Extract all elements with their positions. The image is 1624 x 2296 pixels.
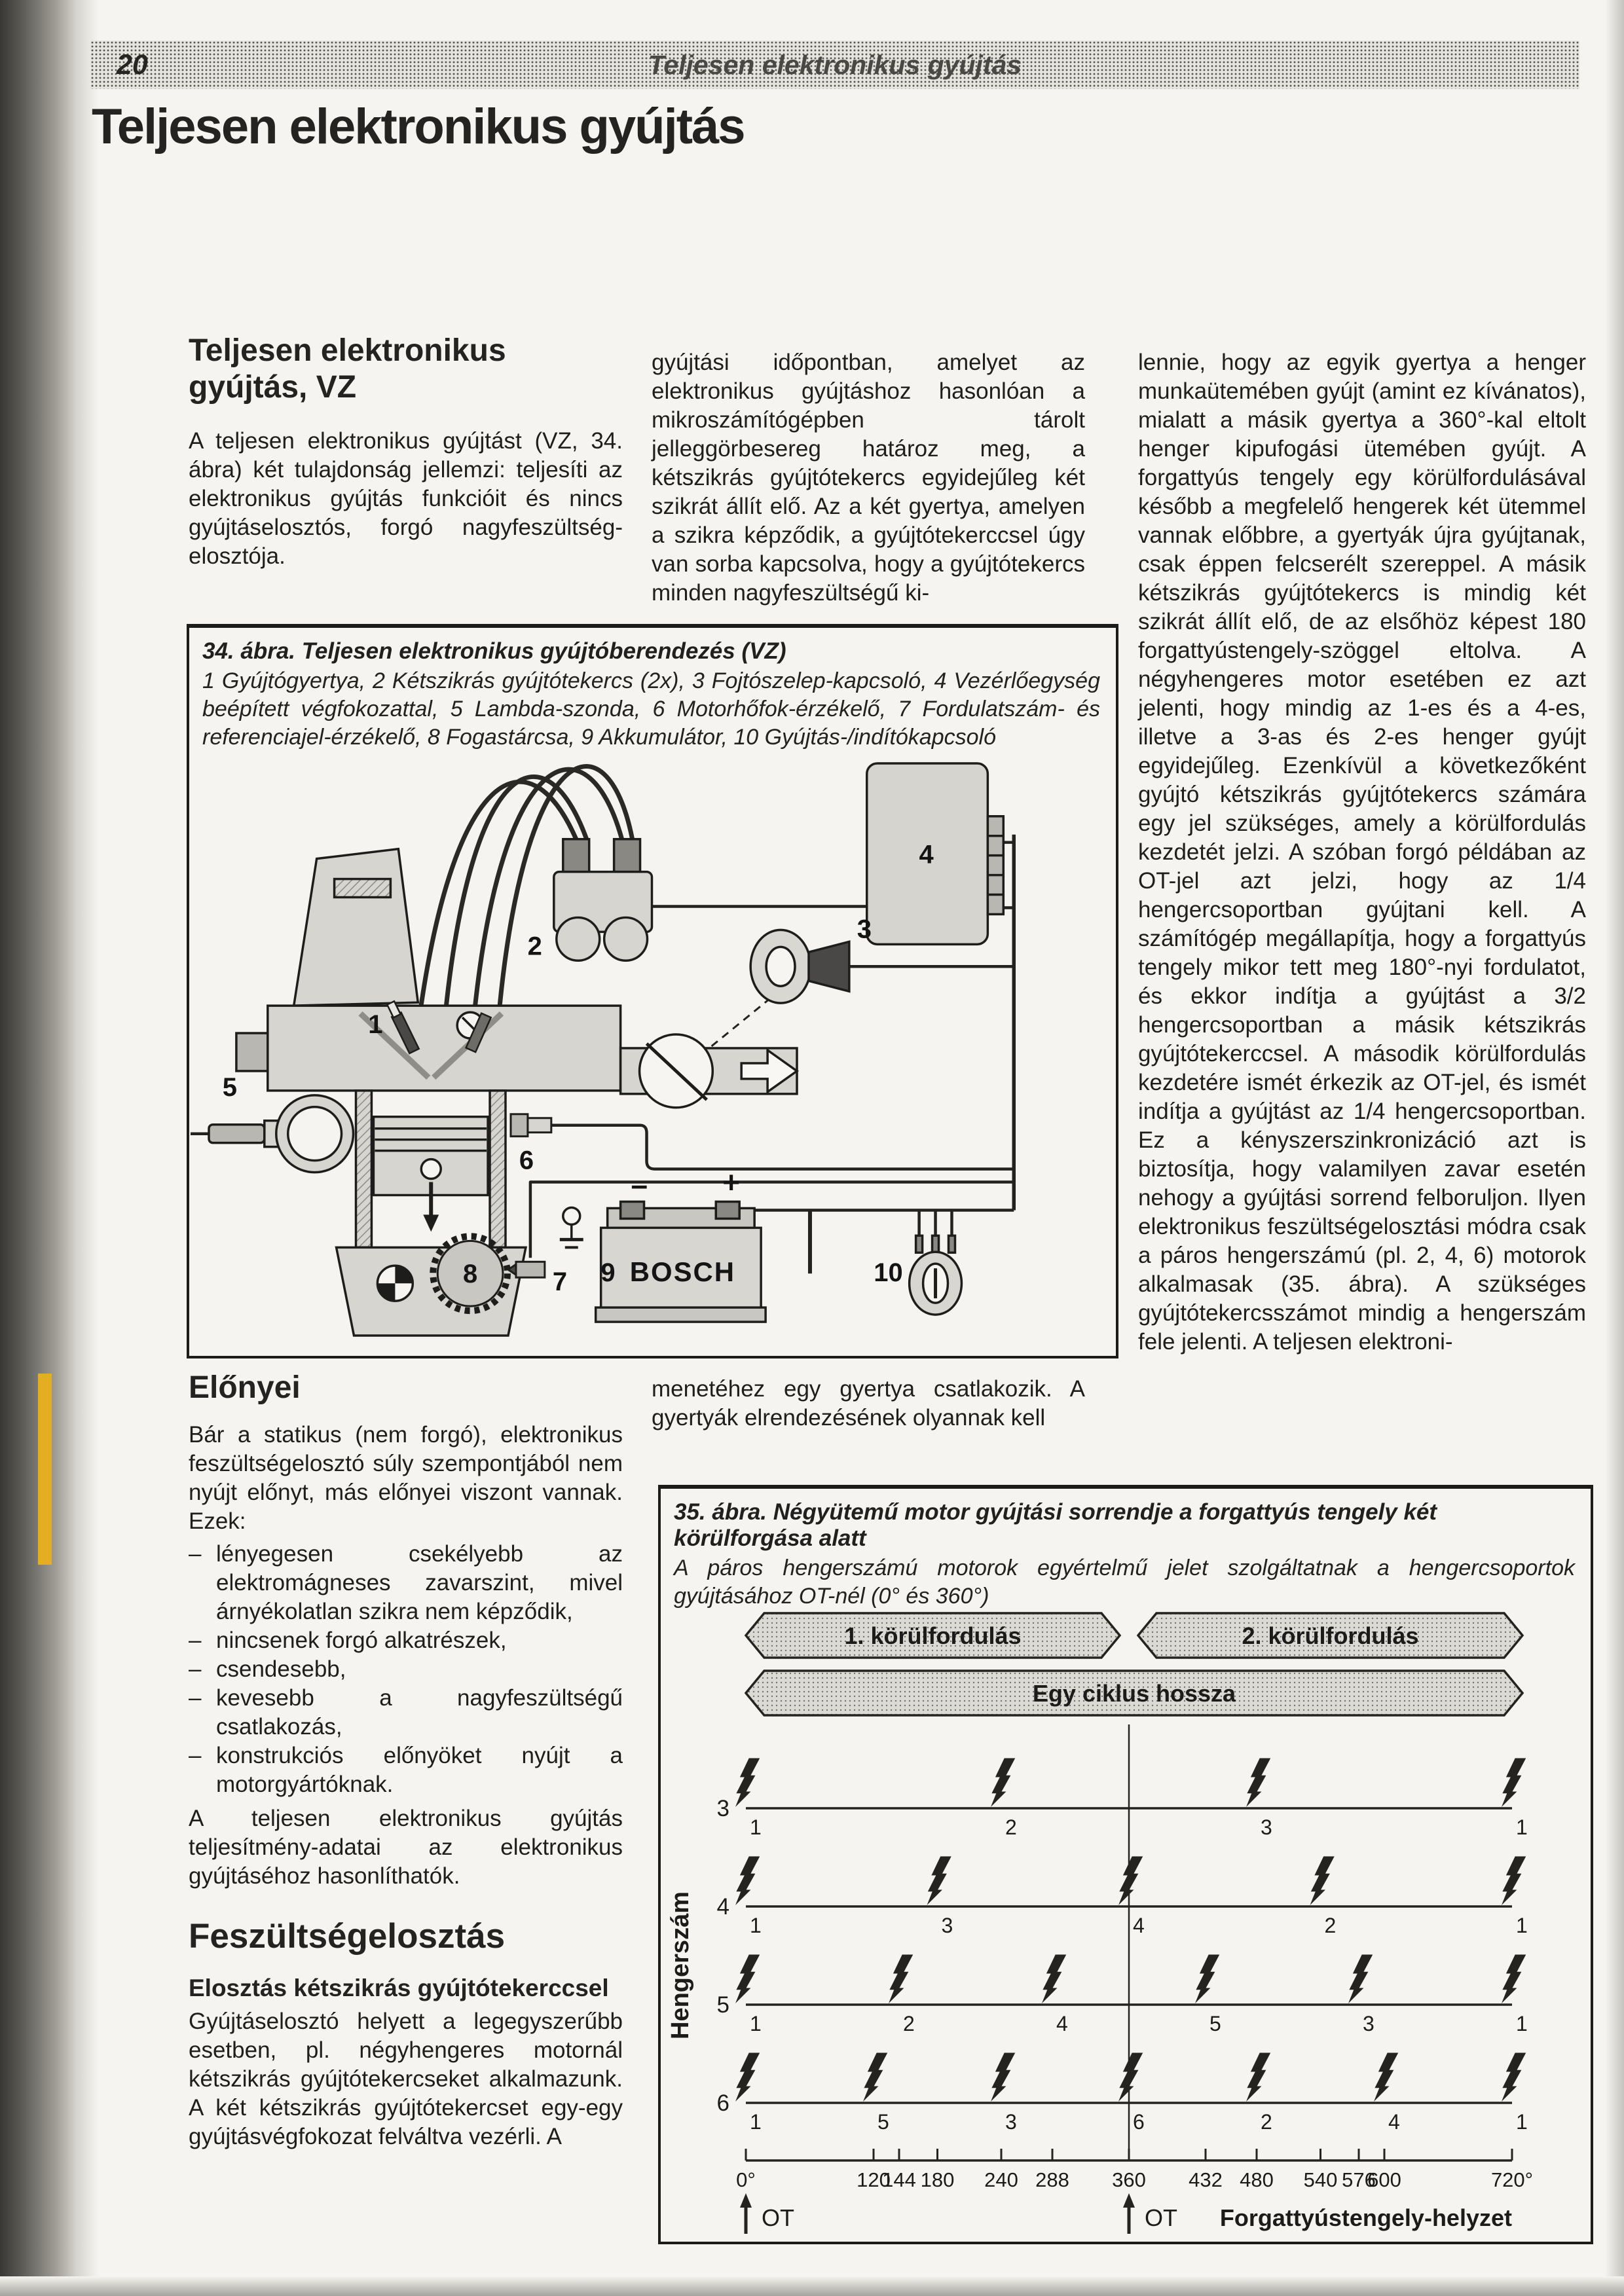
ot-label: OT xyxy=(1145,2204,1177,2231)
banner-cycle-length xyxy=(746,1671,1522,1715)
figure34-caption xyxy=(189,628,1116,754)
bullet-dash: – xyxy=(189,1743,202,1768)
ignition-timing-diagram xyxy=(661,1599,1585,2237)
spark-bolt-icon xyxy=(889,1954,913,2003)
fig34-label-1: 1 xyxy=(368,1010,383,1040)
ignition-switch xyxy=(910,1235,962,1315)
bullet-dash: – xyxy=(189,1685,202,1711)
spark-bolt-icon xyxy=(1246,2052,1270,2102)
spark-bolt-icon xyxy=(735,1758,760,1807)
bullet-text: nincsenek forgó alkatrészek, xyxy=(216,1628,507,1653)
fig34-label-6: 6 xyxy=(519,1146,534,1175)
svg-text:Egy ciklus hossza: Egy ciklus hossza xyxy=(1032,1680,1236,1707)
page-right-edge xyxy=(1602,0,1624,2296)
spark-cylinder-number: 1 xyxy=(750,1914,762,1937)
spark-cylinder-number: 1 xyxy=(750,1815,762,1839)
figure35-chart xyxy=(661,1599,1585,2237)
figure34-legend: 1 Gyújtógyertya, 2 Kétszikrás gyújtótekercs (2x), 3 Fojtószelep-kapcsoló, 4 Vezérlőegység beépített végfokozattal, 5 Lambda-szonda, 6 Motorhőfok-érzékelő, 7 Fordulatszám- és referenciajel-érzékelő, 8 Fogastárcsa, 9 Akkumulátor, 10 Gyújtás-/indítókapcsoló xyxy=(202,668,1100,750)
vz-paragraph-col2-continued: menetéhez egy gyertya csatlakozik. A gyertyák elrendezésének olyannak kell xyxy=(652,1376,1085,1430)
x-axis-tick-label: 720° xyxy=(1490,2168,1534,2191)
row-cylinder-count: 5 xyxy=(716,1992,729,2018)
spark-bolt-icon xyxy=(1118,1856,1143,1905)
ot-marker xyxy=(1123,2193,1177,2234)
row-cylinder-count: 4 xyxy=(716,1894,729,1920)
battery-minus-sign: – xyxy=(631,1167,648,1202)
spark-cylinder-number: 5 xyxy=(1209,2012,1221,2035)
cylinder-row-3 xyxy=(717,1758,1528,1839)
figure35-subtitle: A páros hengerszámú motorok egyértelmű jelet szolgáltatnak a hengercsoportok gyújtásához OT-nél (0° és 360°) xyxy=(674,1556,1575,1609)
ignition-coil xyxy=(554,839,652,961)
running-header-title: Teljesen elektronikus gyújtás xyxy=(648,49,1022,80)
x-axis-tick-label: 120 xyxy=(857,2168,891,2191)
fig34-label-5: 5 xyxy=(222,1072,238,1102)
ot-label: OT xyxy=(762,2204,794,2231)
spark-bolt-icon xyxy=(991,1758,1015,1807)
spark-cylinder-number: 6 xyxy=(1133,2110,1145,2134)
figure34-title: 34. ábra. Teljesen elektronikus gyújtóberendezés (VZ) xyxy=(202,638,786,664)
fig34-label-10: 10 xyxy=(874,1258,903,1288)
advantages-intro: Bár a statikus (nem forgó), elektronikus feszültségelosztó súly szempontjából nem nyújt előnyt, más előnyei viszont vannak. Ezek: xyxy=(189,1422,623,1534)
banner-revolution-2 xyxy=(1138,1613,1522,1658)
spark-cylinder-number: 1 xyxy=(750,2110,762,2134)
spark-bolt-icon xyxy=(1118,2052,1143,2102)
page-title: Teljesen elektronikus gyújtás xyxy=(92,99,745,155)
spark-bolt-icon xyxy=(1502,1954,1526,2003)
voltage-distribution-paragraph: Gyújtáselosztó helyett a legegyszerűbb esetben, pl. négyhengeres motornál kétszikrás gyújtótekercseket alkalmazunk. A két kétszikrás gyújtótekercset egy-egy gyújtásvégfokozat felváltva vezérli. A xyxy=(189,2009,623,2149)
x-axis-tick-label: 144 xyxy=(882,2168,916,2191)
spark-cylinder-number: 2 xyxy=(1324,1914,1337,1937)
spark-bolt-icon xyxy=(1042,1954,1066,2003)
bullet-dash: – xyxy=(189,1628,202,1653)
bullet-dash: – xyxy=(189,1656,202,1682)
spark-bolt-icon xyxy=(1502,1758,1526,1807)
yellow-page-marker xyxy=(38,1374,52,1565)
spark-bolt-icon xyxy=(1310,1856,1335,1905)
figure34-box xyxy=(187,624,1118,1358)
spark-cylinder-number: 2 xyxy=(903,2012,915,2035)
spark-cylinder-number: 1 xyxy=(1516,1914,1528,1937)
section-heading-vz: Teljesen elektronikus gyújtás, VZ xyxy=(189,333,506,405)
running-header-bar xyxy=(90,41,1579,89)
x-axis-tick-label: 288 xyxy=(1035,2168,1069,2191)
temperature-sensor xyxy=(511,1114,551,1137)
spark-cylinder-number: 5 xyxy=(877,2110,889,2134)
banner-revolution-1 xyxy=(746,1613,1120,1658)
spark-bolt-icon xyxy=(1502,1856,1526,1905)
page-number: 20 xyxy=(117,48,148,81)
spark-cylinder-number: 4 xyxy=(1388,2110,1400,2134)
figure34-diagram xyxy=(189,751,1111,1342)
advantage-item xyxy=(189,1655,623,1684)
spark-bolt-icon xyxy=(735,1954,760,2003)
advantage-item xyxy=(189,1741,623,1799)
spark-bolt-icon xyxy=(1348,1954,1373,2003)
intake-throttle xyxy=(621,1034,797,1108)
fig34-label-7: 7 xyxy=(552,1267,568,1297)
bullet-text: kevesebb a nagyfeszültségű csatlakozás, xyxy=(216,1685,623,1740)
advantage-item xyxy=(189,1540,623,1626)
advantage-item xyxy=(189,1626,623,1655)
spark-cylinder-number: 4 xyxy=(1133,1914,1145,1937)
battery-plus-sign: + xyxy=(722,1165,741,1199)
fig34-label-8: 8 xyxy=(463,1260,478,1289)
spark-bolt-icon xyxy=(735,1856,760,1905)
spark-bolt-icon xyxy=(991,2052,1015,2102)
spark-cylinder-number: 3 xyxy=(1261,1815,1272,1839)
vz-paragraph-col3: lennie, hogy az egyik gyertya a henger munkaütemében gyújt (amint ez kívánatos), mialatt a másik gyertya a 360°-kal eltolt henger kipufogási ütemében gyújt. A forgattyús tengely egy körülfordulásával később a megfelelő hengerek két ütemmel vannak előbbre, a gyertyák újra gyújtanak, csak éppen felcserélt szereppel. A másik kétszikrás gyújtótekercs is mindig két szikrát állít elő, de az elsőhöz képest 180 forgattyústengely-szöggel eltolva. A négyhengeres motor esetében ez azt jelenti, hogy mindig az 1-es és a 4-es, illetve a 3-as és 2-es henger gyújt egyidejűleg. Ezenkívül a következőként gyújtó kétszikrás gyújtótekercs számára egy jel szükséges, amely a körülfordulás kezdetét jelzi. A szóban forgó példában az OT-jel azt jelzi, hogy az 1/4 hengercsoportban gyújtani kell. A számítógép megállapítja, hogy a forgattyús tengely mikor tett meg 180°-nyi fordulatot, és ekkor indítja a gyújtást a 3/2 hengercsoportban a másik kétszikrás gyújtótekerccsel. A második körülfordulás kezdetére ismét érkezik az OT-jel, és ismét indítja a gyújtást az 1/4 hengercsoportban. Ez a kényszerszinkronizáció azt is biztosítja, hogy valamilyen zavar esetén nehogy a gyújtási sorrend felboruljon. Ilyen elektronikus feszültségelosztási módra csak a páros hengerszámú (pl. 2, 4, 6) motorok alkalmasak (35. ábra). A szükséges gyújtótekercsszámot mindig a hengerszám fele jelenti. A teljesen elektroni- xyxy=(1138,350,1586,1355)
figure35-title: 35. ábra. Négyütemű motor gyújtási sorrendje a forgattyús tengely két körülforgása alatt xyxy=(674,1499,1437,1551)
spark-cylinder-number: 2 xyxy=(1261,2110,1272,2134)
cylinder-row-4 xyxy=(717,1856,1528,1937)
spark-cylinder-number: 1 xyxy=(1516,1815,1528,1839)
spark-cylinder-number: 3 xyxy=(1005,2110,1017,2134)
fig34-label-9: 9 xyxy=(600,1258,616,1288)
x-axis-tick-label: 240 xyxy=(984,2168,1018,2191)
x-axis-tick-label: 600 xyxy=(1367,2168,1401,2191)
x-axis-tick-label: 0° xyxy=(736,2168,756,2191)
spark-cylinder-number: 1 xyxy=(750,2012,762,2035)
spark-bolt-icon xyxy=(1195,1954,1219,2003)
spark-cylinder-number: 1 xyxy=(1516,2012,1528,2035)
advantages-list xyxy=(189,1540,623,1799)
row-cylinder-count: 3 xyxy=(716,1796,729,1821)
voltage-distribution-heading: Feszültségelosztás xyxy=(189,1917,506,1956)
spark-cylinder-number: 4 xyxy=(1056,2012,1068,2035)
spark-bolt-icon xyxy=(1374,2052,1398,2102)
bullet-text: konstrukciós előnyöket nyújt a motorgyártóknak. xyxy=(216,1743,623,1797)
control-unit xyxy=(867,763,1004,944)
fig34-label-2: 2 xyxy=(527,932,542,961)
figure35-caption xyxy=(661,1489,1591,1613)
svg-text:2. körülfordulás: 2. körülfordulás xyxy=(1242,1622,1419,1649)
ot-marker xyxy=(740,2193,794,2234)
cylinder-row-5 xyxy=(717,1954,1528,2035)
bullet-text: csendesebb, xyxy=(216,1656,346,1682)
spark-cylinder-number: 3 xyxy=(1363,2012,1375,2035)
battery-brand-logo: BOSCH xyxy=(629,1256,736,1288)
lambda-sensor xyxy=(209,1095,354,1173)
x-axis-tick-label: 432 xyxy=(1189,2168,1223,2191)
cylinder-row-6 xyxy=(717,2052,1528,2134)
spark-cylinder-number: 1 xyxy=(1516,2110,1528,2134)
fig34-label-4: 4 xyxy=(919,840,934,869)
fig34-label-3: 3 xyxy=(857,915,872,944)
x-axis-tick-label: 540 xyxy=(1303,2168,1338,2191)
vz-paragraph-col1: A teljesen elektronikus gyújtást (VZ, 34. ábra) két tulajdonság jellemzi: teljesíti az elektronikus gyújtás funkcióit és nincs gyújtáselosztós, forgó nagyfeszültség-elosztója. xyxy=(189,428,623,569)
advantages-heading: Előnyei xyxy=(189,1370,301,1405)
spark-cylinder-number: 3 xyxy=(941,1914,953,1937)
svg-text:1. körülfordulás: 1. körülfordulás xyxy=(844,1622,1022,1649)
page-bottom-edge xyxy=(0,2276,1624,2296)
book-gutter-shadow xyxy=(0,0,98,2296)
vz-paragraph-col2: gyújtási időpontban, amelyet az elektronikus gyújtáshoz hasonlóan a mikroszámítógépben tárolt jelleggörbesereg határoz meg, a kétszikrás gyújtótekercs egyidejűleg két szikrát állít elő. Az a két gyertya, amelyen a szikra képződik, a gyújtótekerccsel úgy van sorba kapcsolva, hogy a gyújtótekercs minden nagyfeszültségű ki- xyxy=(652,350,1085,606)
spark-bolt-icon xyxy=(927,1856,951,1905)
x-axis-label: Forgattyústengely-helyzet xyxy=(1219,2204,1512,2231)
x-axis-tick-label: 576 xyxy=(1342,2168,1376,2191)
spark-bolt-icon xyxy=(1246,1758,1270,1807)
x-axis-tick-label: 180 xyxy=(920,2168,955,2191)
spark-cylinder-number: 2 xyxy=(1005,1815,1017,1839)
advantages-outro: A teljesen elektronikus gyújtás teljesítmény-adatai az elektronikus gyújtáséhoz hasonlíthatók. xyxy=(189,1806,623,1889)
row-cylinder-count: 6 xyxy=(716,2090,729,2116)
bullet-text: lényegesen csekélyebb az elektromágneses zavarszint, mivel árnyékolatlan szikra nem képződik, xyxy=(216,1541,623,1624)
throttle-switch xyxy=(750,930,849,1003)
y-axis-label: Hengerszám xyxy=(667,1891,694,2039)
x-axis-tick-label: 480 xyxy=(1240,2168,1274,2191)
voltage-distribution-subheading: Elosztás kétszikrás gyújtótekerccsel xyxy=(189,1975,609,2001)
figure35-box xyxy=(658,1485,1593,2244)
bullet-dash: – xyxy=(189,1541,202,1567)
advantage-item xyxy=(189,1684,623,1741)
spark-bolt-icon xyxy=(863,2052,887,2102)
spark-bolt-icon xyxy=(1502,2052,1526,2102)
spark-bolt-icon xyxy=(735,2052,760,2102)
x-axis-tick-label: 360 xyxy=(1112,2168,1146,2191)
